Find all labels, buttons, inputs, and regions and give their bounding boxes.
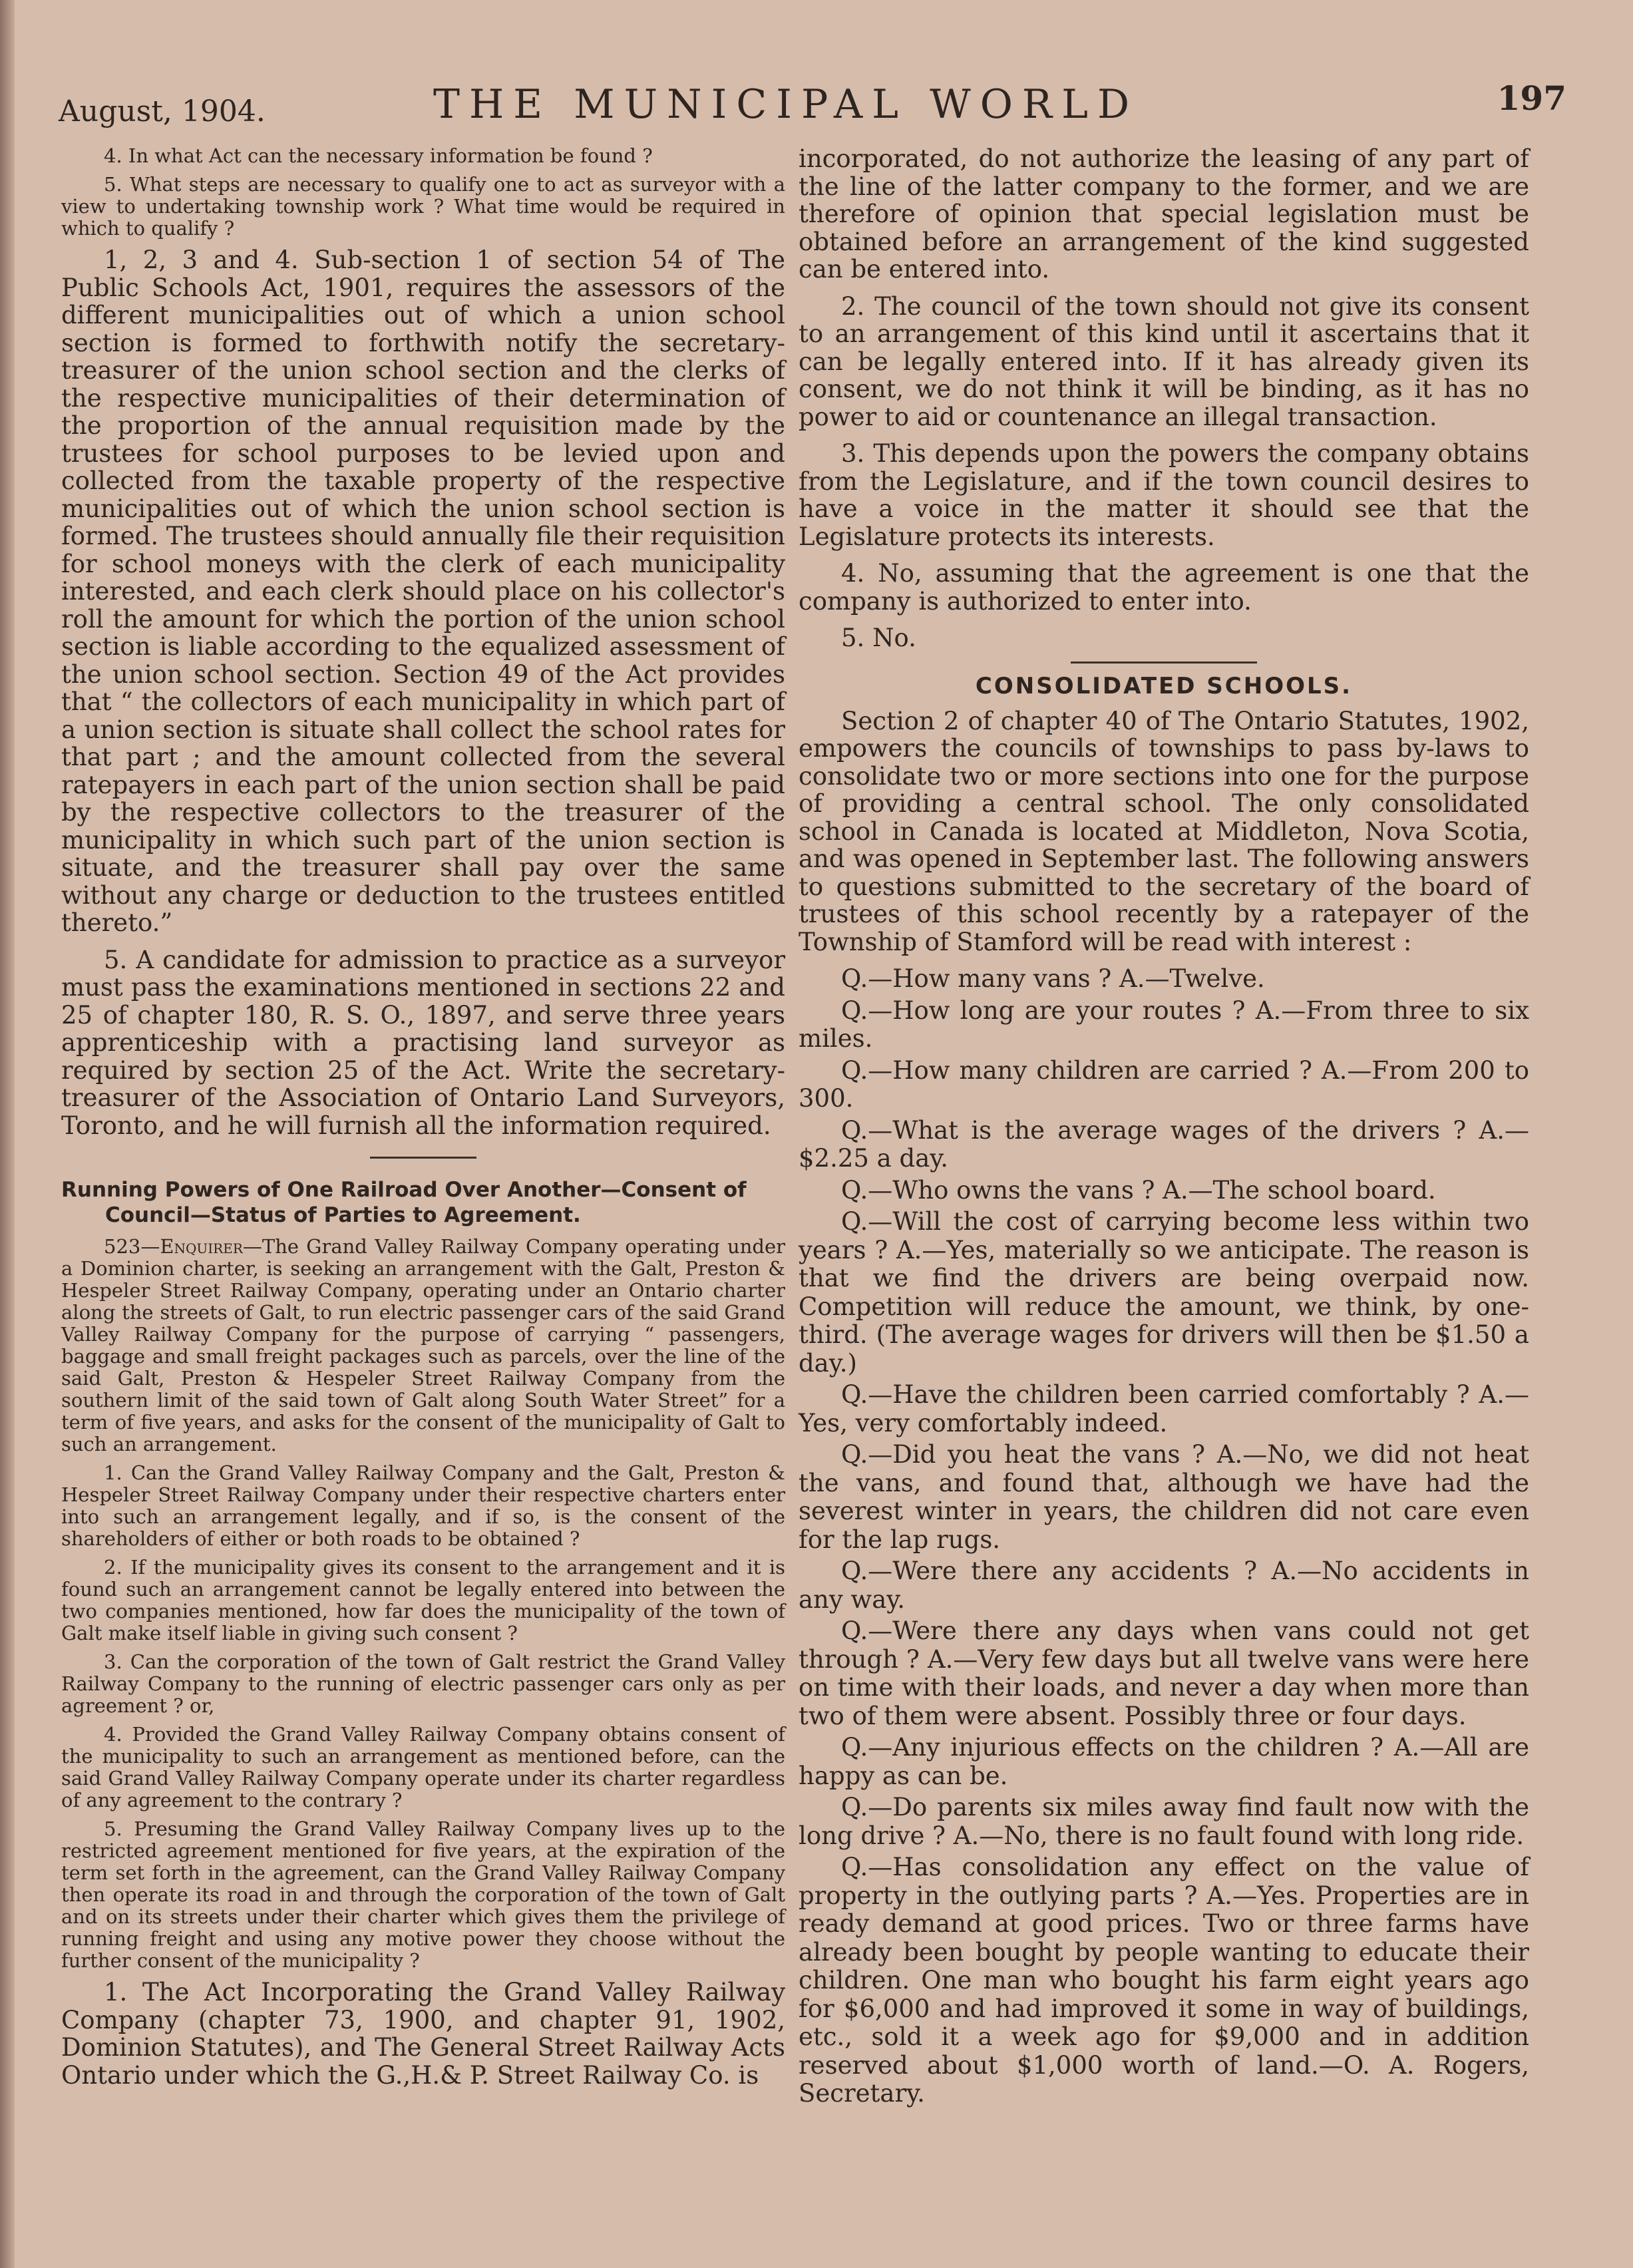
query-item-5: 5. Presuming the Grand Valley Railway Company lives up to the restricted agreement mentioned for five years, at the expiration of the term set forth in the agreement, can the Grand Valley Railway Company then operate its road in and through the corporation of the town of Galt and on its streets under their charter which gives them the privilege of running freight and using any motive power they choose without the further consent of the municipality ? (61, 1817, 785, 1972)
qa-item: Q.—What is the average wages of the drivers ? A.—$2.25 a day. (799, 1115, 1529, 1173)
section-title: CONSOLIDATED SCHOOLS. (975, 672, 1353, 699)
article-heading (61, 1177, 785, 1228)
publication-title: THE MUNICIPAL WORLD (433, 81, 1139, 128)
reply-5: 5. No. (841, 624, 916, 652)
query-item-4: 4. Provided the Grand Valley Railway Company obtains consent of the municipality to such an arrangement as mentioned before, can the said Grand Valley Railway Company operate under its charter regardless of any agreement to the contrary ? (61, 1723, 785, 1811)
qa-item: Q.—Any injurious effects on the children ? A.—All are happy as can be. (799, 1733, 1529, 1790)
question-4: 4. In what Act can the necessary information be found ? (104, 144, 653, 167)
section-divider (1071, 662, 1257, 663)
query-text (61, 1236, 785, 1455)
reply-3: 3. This depends upon the powers the company obtains from the Legislature, and if the town council desires to have a voice in the matter it should see that the Legislature protects its interests. (799, 439, 1529, 551)
article-heading-line-2: Council—Status of Parties to Agreement. (105, 1203, 581, 1227)
query-item-2: 2. If the municipality gives its consent to the arrangement and it is found such an arrangement cannot be legally entered into between the two companies mentioned, how far does the municipality of the town of Galt make itself liable in giving such consent ? (61, 1556, 785, 1644)
qa-item: Q.—Do parents six miles away find fault now with the long drive ? A.—No, there is no fault found with long ride. (799, 1793, 1529, 1850)
page-header (59, 79, 1566, 128)
section-divider (370, 1157, 476, 1159)
query-item-3: 3. Can the corporation of the town of Galt restrict the Grand Valley Railway Company to the running of electric passenger cars only as per agreement ? or, (61, 1650, 785, 1717)
answer-1-4: 1, 2, 3 and 4. Sub-section 1 of section 54 of The Public Schools Act, 1901, requires the assessors of the different municipalities out of which a union school section is formed to forthwith notify the secretary-treasurer of the union school section and the clerks of the respective municipalities of their determination of the proportion of the annual requisition made by the trustees for school purposes to be levied upon and collected from the taxable property of the respective municipalities out of which the union school section is formed. The trustees should annually file their requisition for school moneys with the clerk of each municipality interested, and each clerk should place on his collector's roll the amount for which the portion of the union school section is liable according to the equalized assessment of the union school section. Section 49 of the Act provides that “ the collectors of each municipality in which part of a union section is situate shall collect the school rates for that part ; and the amount collected from the several ratepayers in each part of the union section shall be paid by the respective collectors to the treasurer of the municipality in which such part of the union section is situate, and the treasurer shall pay over the same without any charge or deduction to the trustees entitled thereto.” (61, 246, 785, 937)
reply-2: 2. The council of the town should not give its consent to an arrangement of this kind until it ascertains that it can be legally entered into. If it has already given its consent, we do not think it will be binding, as it has no power to aid or countenance an illegal transaction. (799, 291, 1529, 431)
qa-item: Q.—Were there any days when vans could not get through ? A.—Very few days but all twelve vans were here on time with their loads, and never a day when more than two of them were absent. Possibly three or four days. (799, 1616, 1529, 1730)
qa-item: Q.—How long are your routes ? A.—From three to six miles. (799, 996, 1529, 1053)
question-5: 5. What steps are necessary to qualify one to act as surveyor with a view to undertaking township work ? What time would be required in which to qualify ? (61, 173, 785, 240)
qa-item: Q.—Will the cost of carrying become less within two years ? A.—Yes, materially so we anticipate. The reason is that we find the drivers are being overpaid now. Competition will reduce the amount, we think, by one-third. (The average wages for drivers will then be $1.50 a day.) (799, 1207, 1529, 1378)
qa-item: Q.—How many vans ? A.—Twelve. (841, 964, 1265, 993)
article-heading-line-1: Running Powers of One Railroad Over Another—Consent of (61, 1178, 747, 1202)
right-column (799, 145, 1529, 2112)
qa-item: Q.—Has consolidation any effect on the value of property in the outlying parts ? A.—Yes. Properties are in ready demand at good prices. Two or three farms have already been bought by people wanting to educate their children. One man who bought his farm eight years ago for $6,000 and had improved it some in way of buildings, etc., sold it a week ago for $9,000 and in addition reserved about $1,000 worth of land.—O. A. Rogers, Secretary. (799, 1853, 1529, 2108)
query-item-1: 1. Can the Grand Valley Railway Company and the Galt, Preston & Hespeler Street Railway Company under their respective charters enter into such an arrangement legally, and if so, is the consent of the shareholders of either or both roads to be obtained ? (61, 1461, 785, 1550)
query-body: The Grand Valley Railway Company operating under a Dominion charter, is seeking an arrangement with the Galt, Preston & Hespeler Street Railway Company, operating under an Ontario charter along the streets of Galt, to run electric passenger cars of the said Grand Valley Railway Company for the purpose of carrying “ passengers, baggage and small freight packages such as parcels, over the line of the said Galt, Preston & Hespeler Street Railway Company from the southern limit of the said town of Galt along South Water Street” for a term of five years, and asks for the consent of the municipality of Galt to such an arrangement. (61, 1235, 785, 1455)
qa-item: Q.—Who owns the vans ? A.—The school board. (841, 1175, 1436, 1205)
query-number: 523 (104, 1235, 141, 1258)
qa-item: Q.—How many children are carried ? A.—From 200 to 300. (799, 1055, 1529, 1113)
issue-date: August, 1904. (59, 94, 266, 128)
reply-1-start: 1. The Act Incorporating the Grand Valley Railway Company (chapter 73, 1900, and chapter 91, 1902, Dominion Statutes), and The General Street Railway Acts Ontario under which the G.,H.& P. Street Railway Co. is (61, 1978, 785, 2090)
query-author: —Enquirer— (140, 1235, 262, 1258)
qa-item: Q.—Did you heat the vans ? A.—No, we did not heat the vans, and found that, although we have had the severest winter in years, the children did not care even for the lap rugs. (799, 1440, 1529, 1554)
reply-1-continued: incorporated, do not authorize the leasing of any part of the line of the latter company to the former, and we are therefore of opinion that special legislation must be obtained before an arrangement of the kind suggested can be entered into. (799, 144, 1529, 284)
qa-item: Q.—Were there any accidents ? A.—No accidents in any way. (799, 1557, 1529, 1614)
page-number: 197 (1497, 79, 1566, 118)
qa-item: Q.—Have the children been carried comfortably ? A.—Yes, very comfortably indeed. (799, 1380, 1529, 1437)
reply-4: 4. No, assuming that the agreement is one that the company is authorized to enter into. (799, 559, 1529, 616)
page-binding-edge (0, 0, 15, 2268)
consolidated-schools-intro: Section 2 of chapter 40 of The Ontario Statutes, 1902, empowers the councils of townships to pass by-laws to consolidate two or more sections into one for the purpose of providing a central school. The only consolidated school in Canada is located at Middleton, Nova Scotia, and was opened in September last. The following answers to questions submitted to the secretary of the board of trustees of this school recently by a ratepayer of the Township of Stamford will be read with interest : (799, 706, 1529, 956)
left-column (61, 145, 785, 2098)
answer-5: 5. A candidate for admission to practice as a surveyor must pass the examinations mentioned in sections 22 and 25 of chapter 180, R. S. O., 1897, and serve three years apprenticeship with a practising land surveyor as required by section 25 of the Act. Write the secretary-treasurer of the Association of Ontario Land Surveyors, Toronto, and he will furnish all the information required. (61, 945, 785, 1140)
